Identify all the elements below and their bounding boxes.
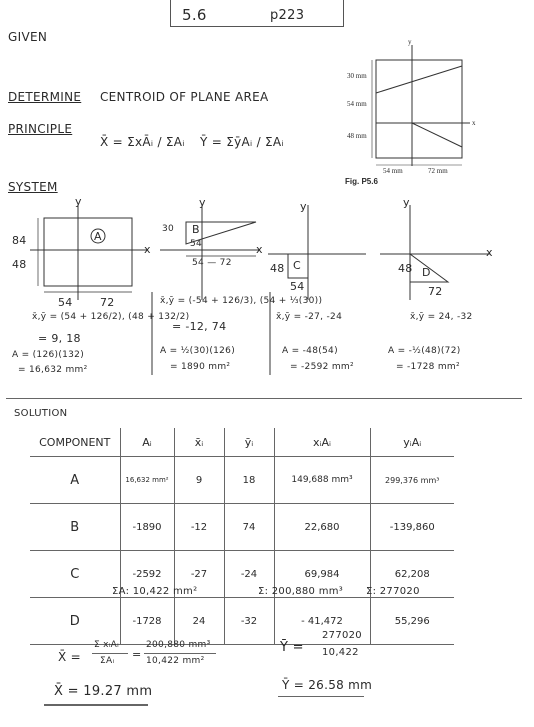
xbar-lhs-den: ΣAᵢ: [100, 656, 115, 666]
cell: -139,860: [370, 504, 454, 551]
a-axis-y: y: [75, 195, 82, 208]
a-area: A = (126)(132): [12, 350, 85, 360]
fig-dim-48: 48 mm: [347, 132, 367, 140]
c-centroid: x̄,ȳ = -27, -24: [276, 312, 343, 322]
system-label: SYSTEM: [8, 180, 58, 194]
cell: C: [70, 566, 80, 582]
table-row: [30, 598, 454, 645]
b-axis-y: y: [199, 196, 206, 209]
cell: 149,688 mm³: [274, 457, 370, 504]
xbar-lhs-num: Σ xᵢAᵢ: [94, 640, 120, 650]
header-xa: xᵢAᵢ: [274, 428, 370, 457]
cell: D: [69, 613, 80, 629]
c-dim-54: 54: [290, 280, 305, 293]
a-dim-54: 54: [58, 296, 73, 309]
determine-text: CENTROID OF PLANE AREA: [100, 90, 269, 104]
ybar-underline: [278, 696, 364, 697]
xbar-lhs: X̄ =: [58, 650, 81, 664]
xbar-lhs-bar: [92, 653, 128, 654]
fig-axis-x: x: [472, 119, 476, 127]
cell: 55,296: [370, 598, 454, 645]
a-axis-x: x: [144, 243, 151, 256]
a-dim-72: 72: [100, 296, 115, 309]
cell: 74: [224, 504, 274, 551]
xbar-bar: [144, 653, 216, 654]
cell: 9: [174, 457, 224, 504]
b-dim-54: 54: [190, 239, 203, 249]
ybar-result: Ȳ = 26.58 mm: [282, 678, 373, 692]
a-dim-48: 48: [12, 258, 27, 271]
principle-label: PRINCIPLE: [8, 122, 73, 136]
cell: 62,208: [370, 551, 454, 598]
xbar-result: X̄ = 19.27 mm: [54, 684, 153, 699]
cell: B: [70, 519, 80, 535]
component-table: [30, 428, 454, 645]
ybar-bar: [318, 644, 370, 645]
cell: 22,680: [274, 504, 370, 551]
a-area-value: = 16,632 mm²: [18, 365, 88, 375]
b-centroid-value: = -12, 74: [172, 320, 227, 333]
xbar-num: 200,880 mm³: [146, 640, 211, 650]
cell: -24: [224, 551, 274, 598]
given-label: GIVEN: [8, 30, 48, 44]
cell: -12: [174, 504, 224, 551]
d-axis-y: y: [403, 196, 410, 209]
table-header-row: [30, 428, 454, 457]
cell: 69,984: [274, 551, 370, 598]
a-centroid-value: = 9, 18: [38, 332, 81, 345]
xbar-underline: [44, 704, 148, 706]
cell: 16,632 mm²: [120, 457, 174, 504]
c-tag: C: [293, 259, 301, 272]
sum-area: ΣA: 10,422 mm²: [112, 586, 198, 597]
b-dim-72: 54 — 72: [192, 258, 232, 268]
cell: -1728: [120, 598, 174, 645]
b-tag: B: [192, 223, 200, 236]
d-dim-48: 48: [398, 262, 413, 275]
c-axis-y: y: [300, 200, 307, 213]
cell: - 41,472: [274, 598, 370, 645]
d-dim-72: 72: [428, 285, 443, 298]
solution-label: SOLUTION: [14, 408, 68, 419]
header-ya: yᵢAᵢ: [370, 428, 454, 457]
header-xbar: x̄ᵢ: [174, 428, 224, 457]
ybar-den: 10,422: [322, 647, 359, 658]
sum-ya: Σ: 277020: [366, 586, 420, 597]
c-dim-48: 48: [270, 262, 285, 275]
ybar-formula: Ȳ = ΣȳAᵢ / ΣAᵢ: [200, 135, 284, 149]
fig-dim-30: 30 mm: [347, 72, 367, 80]
figure-caption: Fig. P5.6: [345, 177, 378, 186]
cell: -1890: [120, 504, 174, 551]
fig-axis-y: y: [408, 38, 412, 46]
d-area-value: = -1728 mm²: [396, 362, 460, 372]
b-area-value: = 1890 mm²: [170, 362, 231, 372]
d-area: A = -½(48)(72): [388, 346, 461, 356]
b-centroid: x̄,ȳ = (-54 + 126/3), (54 + ⅓(30)): [160, 296, 323, 306]
fig-dim-54: 54 mm: [347, 100, 367, 108]
c-area-value: = -2592 mm²: [290, 362, 354, 372]
cell: 18: [224, 457, 274, 504]
cell: 24: [174, 598, 224, 645]
page-reference: p223: [270, 8, 305, 23]
header-component: COMPONENT: [39, 435, 111, 449]
b-dim-30: 30: [162, 224, 175, 234]
section-divider: [6, 398, 522, 399]
xbar-formula: X̄ = ΣxĀᵢ / ΣAᵢ: [100, 135, 185, 149]
cell: A: [70, 472, 80, 488]
cell: -32: [224, 598, 274, 645]
table-row: [30, 457, 454, 504]
ybar-num: 277020: [322, 630, 362, 641]
cell: -27: [174, 551, 224, 598]
fig-dim-54b: 54 mm: [383, 167, 403, 175]
determine-label: DETERMINE: [8, 90, 82, 104]
d-tag: D: [422, 266, 431, 279]
d-axis-x: x: [486, 246, 493, 259]
a-centroid: x̄,ȳ = (54 + 126/2), (48 + 132/2): [32, 312, 190, 322]
problem-number: 5.6: [182, 6, 207, 24]
ybar-lhs: Ȳ =: [280, 640, 304, 655]
header-area: Aᵢ: [120, 428, 174, 457]
table-row: [30, 504, 454, 551]
fig-dim-72: 72 mm: [428, 167, 448, 175]
a-dim-84: 84: [12, 234, 27, 247]
d-centroid: x̄,ȳ = 24, -32: [410, 312, 473, 322]
xbar-den: 10,422 mm²: [146, 656, 205, 666]
c-area: A = -48(54): [282, 346, 338, 356]
b-area: A = ½(30)(126): [160, 346, 236, 356]
sum-xa: Σ: 200,880 mm³: [258, 586, 344, 597]
cell: 299,376 mm³: [370, 457, 454, 504]
cell: -2592: [120, 551, 174, 598]
a-tag: A: [94, 230, 102, 243]
header-ybar: ȳᵢ: [224, 428, 274, 457]
b-axis-x: x: [256, 243, 263, 256]
